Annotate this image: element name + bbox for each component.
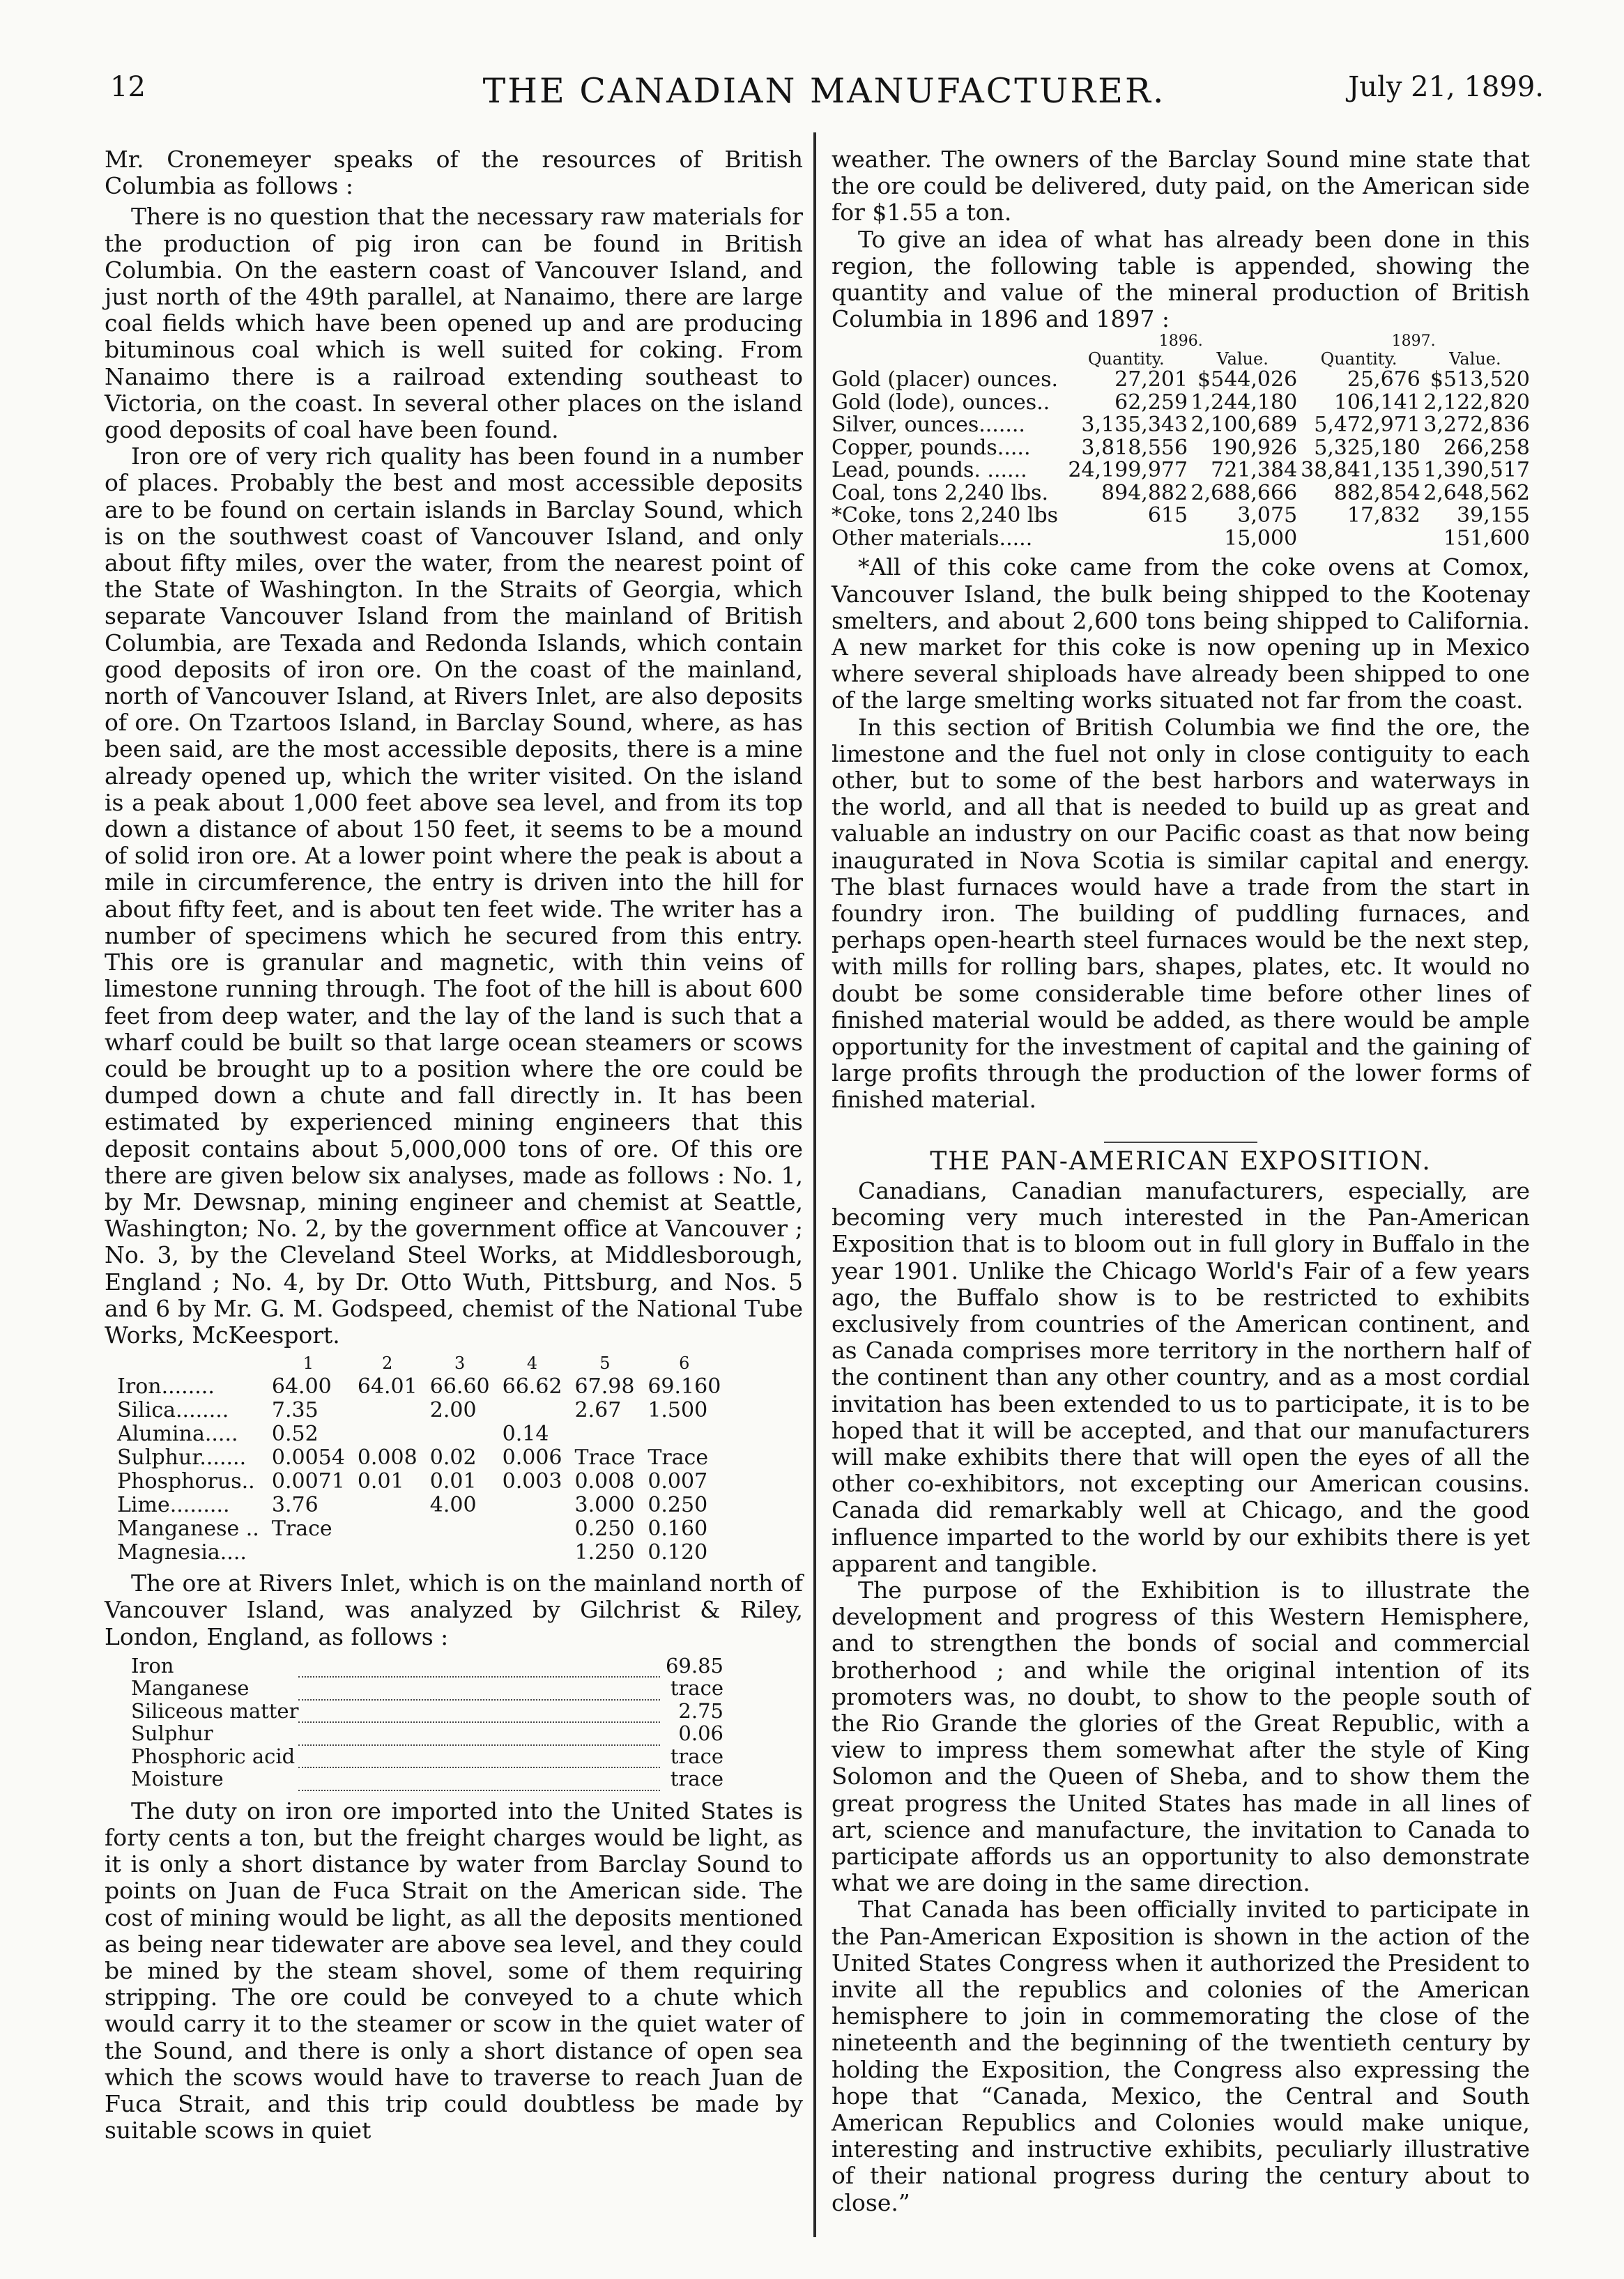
table-cell: 266,258 [1443, 435, 1530, 460]
table-header-cell: 6 [679, 1353, 690, 1374]
table-cell: 2.00 [429, 1398, 477, 1423]
table-cell: 0.01 [357, 1469, 404, 1494]
table-cell [358, 1494, 430, 1517]
paragraph: The duty on iron ore imported into the United States is forty cents a ton, but the freight charges would be light, as it is only a short distance by water from Barclay Sound to points on Juan de Fuca Strait on the American side. The cost of mining would be light, as all the deposits mentioned as being near tidewater are above sea level, and they could be mined by the steam shovel, some of them requiring stripping. The ore could be conveyed to a chute which would carry it to the steamer or scow in the quiet water of the Sound, and there is only a short distance of open sea which the scows would have to traverse to reach Juan de Fuca Strait, and this trip could doubtless be made by suitable scows in quiet [105, 1797, 803, 2144]
table-cell: 894,882 [1101, 480, 1188, 505]
table-cell: 0.14 [502, 1422, 549, 1447]
table-year-row [832, 334, 1530, 349]
table-cell [1297, 528, 1420, 551]
mineral-production-table [832, 334, 1530, 550]
ore-analysis-table [117, 1351, 733, 1565]
table-cell: Siliceous matter [131, 1698, 299, 1723]
table-cell [430, 1517, 503, 1541]
table-cell: 2,122,820 [1423, 390, 1530, 415]
paragraph: weather. The owners of the Barclay Sound mine state that the ore could be delivered, duty paid, on the American side for $1.55 a ton. [832, 146, 1530, 227]
table-cell [575, 1422, 648, 1446]
table-cell [503, 1399, 575, 1422]
table-cell [832, 334, 1064, 349]
table-cell: 0.01 [429, 1469, 477, 1494]
table-cell: 0.120 [648, 1540, 708, 1565]
dot-leader [298, 1655, 660, 1678]
table-cell: 0.007 [648, 1469, 708, 1494]
rivers-inlet-analysis [131, 1655, 723, 1791]
table-cell: Moisture [131, 1767, 224, 1791]
table-cell: Trace [648, 1445, 709, 1471]
table-cell: 3,135,343 [1081, 413, 1188, 438]
table-cell: 0.0071 [271, 1469, 345, 1494]
dot-leader [298, 1677, 660, 1700]
paragraph: In this section of British Columbia we find the ore, the limestone and the fuel not only in close contiguity to each other, but to some of the best harbors and waterways in the world, and all that is needed to build up as great and valuable an industry on our Pacific coast as that now being inaugurated in Nova Scotia is similar capital and energy. The blast furnaces would have a trade from the start in foundry iron. The building of puddling furnaces, and perhaps open-hearth steel furnaces would be the next step, with mills for rolling bars, shapes, plates, etc. It would no doubt be some considerable time before other lines of finished material would be added, as there would be ample opportunity for the investment of capital and the gaining of large profits through the production of the lower forms of finished material. [832, 713, 1530, 1114]
table-cell: Manganese [131, 1676, 250, 1701]
table-cell: 66.62 [502, 1374, 562, 1399]
table-cell: Sulphur....... [117, 1445, 247, 1471]
table-cell: 7.35 [271, 1398, 319, 1423]
table-cell [430, 1541, 503, 1565]
table-row [117, 1422, 733, 1446]
table-cell: 0.008 [574, 1469, 635, 1494]
dot-leader [298, 1722, 660, 1745]
table-row [117, 1541, 733, 1565]
table-cell: 2.75 [678, 1698, 723, 1723]
table-cell: 5,325,180 [1314, 435, 1420, 460]
table-cell: 64.01 [357, 1374, 418, 1399]
table-row [131, 1677, 723, 1700]
table-cell: Trace [574, 1445, 636, 1471]
table-cell: 5,472,971 [1314, 413, 1420, 438]
paragraph: Canadians, Canadian manufacturers, especially, are becoming very much interested in the Pan-American Exposition that is to bloom out in full glory in Buffalo in the year 1901. Unlike the Chicago World's Fair of a few years ago, the Buffalo show is to be restricted to exhibits exclusively from countries of the American continent, and as Canada comprises more territory in the northern half of the continent than any other country, and as a most cordial invitation has been extended to us to participate, it is to be hoped that it will be accepted, and that our manufacturers will make exhibits there that will open the eyes of all the other co-exhibitors, not excepting our American cousins. Canada did remarkably well at Chicago, and the good influence imparted to the world by our exhibits there is yet apparent and tangible. [832, 1176, 1530, 1577]
table-cell: Silver, ounces....... [832, 413, 1025, 438]
paragraph: The purpose of the Exhibition is to illustrate the development and progress of this Western Hemisphere, and to strengthen the bonds of social and commercial brotherhood ; and while the original intention of its promoters was, no doubt, to show to the people south of the Rio Grande the glories of the Great Republic, with a view to impress them somewhat after the style of King Solomon and the Queen of Sheba, and to show them the great progress the United States has made in all lines of art, science and manufacture, the invitation to Canada to participate affords us an opportunity to also demonstrate what we are doing in the same direction. [832, 1576, 1530, 1897]
table-row [832, 392, 1530, 415]
table-row [117, 1470, 733, 1494]
table-row [117, 1399, 733, 1422]
table-cell: Lime......... [117, 1493, 230, 1518]
table-header-row [117, 1351, 733, 1375]
table-cell [648, 1422, 733, 1446]
table-cell: Trace [271, 1517, 332, 1542]
table-cell [1064, 528, 1188, 551]
paragraph: Iron ore of very rich quality has been found in a number of places. Probably the best and most accessible deposits are to be found on certain islands in Barclay Sound, which is on the southwest coast of Vancouver Island, and only about fifty miles, over the water, from the nearest point of the State of Washington. In the Straits of Georgia, which separate Vancouver Island from the mainland of British Columbia, are Texada and Redonda Islands, which contain good deposits of iron ore. On the coast of the mainland, north of Vancouver Island, at Rivers Inlet, are also deposits of ore. On Tzartoos Island, in Barclay Sound, where, as has been said, are the most accessible deposits, there is a mine already opened up, which the writer visited. On the island is a peak about 1,000 feet above sea level, and from its top down a distance of about 150 feet, it seems to be a mound of solid iron ore. At a lower point where the peak is about a mile in circumference, the entry is driven into the hill for about fifty feet, and is about ten feet wide. The writer has a number of specimens which he secured from this entry. This ore is granular and magnetic, with thin veins of limestone running through. The foot of the hill is about 600 feet from deep water, and the lay of the land is such that a wharf could be built so that large ocean steamers or scows could be brought up to a position where the ore could be dumped down a chute and fall directly in. It has been estimated by experienced mining engineers that this deposit contains about 5,000,000 tons of ore. Of this ore there are given below six analyses, made as follows : No. 1, by Mr. Dewsnap, mining engineer and chemist at Seattle, Washington; No. 2, by the government office at Vancouver ; No. 3, by the Cleveland Steel Works, at Middlesborough, England ; No. 4, by Dr. Otto Wuth, Pittsburg, and Nos. 5 and 6 by Mr. G. M. Godspeed, chemist of the National Tube Works, McKeesport. [105, 443, 803, 1349]
table-cell: 882,854 [1333, 480, 1420, 505]
table-cell: Silica........ [117, 1398, 229, 1423]
table-cell: 1,390,517 [1423, 458, 1530, 483]
table-row [832, 482, 1530, 505]
table-row [832, 459, 1530, 482]
right-column [832, 146, 1530, 2216]
table-cell: Magnesia.... [117, 1540, 247, 1565]
table-cell: Other materials..... [832, 525, 1033, 551]
table-cell [503, 1517, 575, 1541]
issue-date: July 21, 1899. [1348, 71, 1544, 103]
table-cell: 3,818,556 [1081, 435, 1188, 460]
table-cell: 64.00 [271, 1374, 332, 1399]
table-cell: 0.008 [357, 1445, 418, 1471]
table-row [131, 1700, 723, 1723]
table-cell: $544,026 [1197, 367, 1298, 392]
table-cell: Lead, pounds. ...... [832, 458, 1027, 483]
table-cell: 106,141 [1333, 390, 1420, 415]
table-cell [358, 1422, 430, 1446]
table-header-cell: Quantity. [1320, 349, 1397, 369]
table-cell: 69.160 [648, 1374, 721, 1399]
table-cell [503, 1541, 575, 1565]
table-cell: 4.00 [429, 1493, 477, 1518]
table-cell: 0.0054 [271, 1445, 345, 1471]
table-header-cell: 5 [599, 1353, 611, 1374]
table-cell: 0.06 [678, 1721, 723, 1746]
table-cell: trace [670, 1744, 723, 1768]
table-cell: Alumina..... [117, 1422, 238, 1447]
table-cell: Gold (lode), ounces.. [832, 390, 1050, 415]
table-row [131, 1745, 723, 1768]
table-header-cell: Value. [1449, 349, 1501, 369]
table-row [117, 1446, 733, 1470]
table-cell [503, 1494, 575, 1517]
table-cell: 2.67 [574, 1398, 622, 1423]
table-cell: 66.60 [429, 1374, 490, 1399]
table-cell [430, 1422, 503, 1446]
table-header-row [832, 349, 1530, 369]
section-rule [1104, 1142, 1257, 1143]
table-cell: 15,000 [1224, 525, 1298, 551]
page-header [105, 67, 1544, 117]
table-cell: 27,201 [1114, 367, 1188, 392]
table-row [131, 1655, 723, 1678]
table-row [832, 505, 1530, 528]
table-header-cell: 3 [454, 1353, 466, 1374]
journal-title: THE CANADIAN MANUFACTURER. [482, 71, 1166, 111]
table-cell: $513,520 [1430, 367, 1530, 392]
table-cell: 69.85 [665, 1653, 723, 1678]
table-cell: 3,272,836 [1423, 413, 1530, 438]
column-divider [813, 132, 816, 2237]
left-column [105, 146, 803, 2144]
table-cell: Copper, pounds..... [832, 435, 1031, 460]
table-cell: 1.500 [648, 1398, 708, 1423]
table-cell [358, 1541, 430, 1565]
table-cell: 0.52 [271, 1422, 319, 1447]
paragraph: Mr. Cronemeyer speaks of the resources of British Columbia as follows : [105, 146, 803, 200]
table-cell: 3.000 [574, 1493, 635, 1518]
table-cell: 62,259 [1114, 390, 1188, 415]
table-cell: 2,648,562 [1423, 480, 1530, 505]
table-cell [272, 1541, 358, 1565]
table-cell: 3.76 [271, 1493, 319, 1518]
table-cell: 151,600 [1443, 525, 1530, 551]
table-cell: 0.160 [648, 1517, 708, 1542]
table-cell: 721,384 [1211, 458, 1298, 483]
table-cell: 0.006 [502, 1445, 562, 1471]
table-cell: 39,155 [1457, 503, 1530, 528]
table-cell: 2,100,689 [1190, 413, 1298, 438]
table-cell: 3,075 [1237, 503, 1298, 528]
table-row [832, 437, 1530, 460]
table-cell: Sulphur [131, 1721, 213, 1746]
table-row [832, 528, 1530, 551]
paragraph: That Canada has been officially invited to participate in the Pan-American Exposition is shown in the action of the United States Congress when it authorized the President to invite all the republics and colonies of the American hemisphere to join in commemorating the close of the nineteenth and the beginning of the twentieth century by holding the Exposition, the Congress also expressing the hope that “Canada, Mexico, the Central and South American Republics and Colonies would make unique, interesting and instructive exhibits, peculiarly illustrative of their national progress during the century about to close.” [832, 1896, 1530, 2216]
table-row [131, 1722, 723, 1745]
table-row [131, 1767, 723, 1790]
table-header-cell: 1 [302, 1353, 314, 1374]
table-cell: Iron........ [117, 1374, 215, 1399]
table-cell: Phosphoric acid [131, 1744, 296, 1768]
table-cell: Coal, tons 2,240 lbs. [832, 480, 1049, 505]
table-cell: 17,832 [1347, 503, 1420, 528]
table-cell: Iron [131, 1653, 174, 1678]
table-cell [832, 349, 1064, 369]
paragraph: The ore at Rivers Inlet, which is on the mainland north of Vancouver Island, was analyzed by Gilchrist & Riley, London, England, as follows : [105, 1570, 803, 1650]
table-cell [358, 1399, 430, 1422]
table-header-cell: 4 [526, 1353, 538, 1374]
table-cell: 0.250 [574, 1517, 635, 1542]
table-cell: Manganese .. [117, 1517, 259, 1542]
table-cell: 24,199,977 [1068, 458, 1188, 483]
table-cell: Phosphorus.. [117, 1469, 255, 1494]
table-cell: trace [670, 1767, 723, 1791]
table-row [832, 369, 1530, 392]
table-cell: 67.98 [574, 1374, 635, 1399]
table-cell: 0.02 [429, 1445, 477, 1471]
table-row [117, 1375, 733, 1399]
paragraph: There is no question that the necessary raw materials for the production of pig iron can be found in British Columbia. On the eastern coast of Vancouver Island, and just north of the 49th parallel, at Nanaimo, there are large coal fields which have been opened up and are producing bituminous coal which is well suited for coking. From Nanaimo there is a railroad extending southeast to Victoria, on the coast. In several other places on the island good deposits of coal have been found. [105, 203, 803, 444]
table-cell [358, 1517, 430, 1541]
table-cell: 190,926 [1211, 435, 1298, 460]
table-cell: *Coke, tons 2,240 lbs [832, 503, 1059, 528]
table-row [117, 1494, 733, 1517]
table-cell: 0.003 [502, 1469, 562, 1494]
table-cell: 38,841,135 [1301, 458, 1420, 483]
table-cell: 615 [1147, 503, 1188, 528]
table-cell: 2,688,666 [1190, 480, 1298, 505]
dot-leader [298, 1700, 660, 1723]
table-row [117, 1517, 733, 1541]
table-header-cell: Value. [1216, 349, 1269, 369]
dot-leader [298, 1745, 660, 1768]
table-cell: 0.250 [648, 1493, 708, 1518]
table-header-cell: 2 [382, 1353, 393, 1374]
table-row [832, 414, 1530, 437]
paragraph: *All of this coke came from the coke ovens at Comox, Vancouver Island, the bulk being shipped to the Kootenay smelters, and about 2,600 tons being shipped to California. A new market for this coke is now opening up in Mexico where several shiploads have already been shipped to one of the large smelting works situated not far from the coast. [832, 553, 1530, 714]
year-heading: 1897. [1391, 332, 1436, 351]
table-cell: 1.250 [574, 1540, 635, 1565]
table-header-cell [117, 1351, 272, 1375]
page-number: 12 [110, 71, 146, 103]
table-cell: trace [670, 1676, 723, 1701]
dot-leader [298, 1767, 660, 1790]
paragraph: To give an idea of what has already been done in this region, the following table is appended, showing the quantity and value of the mineral production of British Columbia in 1896 and 1897 : [832, 225, 1530, 333]
section-title: THE PAN-AMERICAN EXPOSITION. [930, 1146, 1432, 1176]
table-cell: 1,244,180 [1190, 390, 1298, 415]
table-cell: 25,676 [1347, 367, 1420, 392]
table-cell: Gold (placer) ounces. [832, 367, 1059, 392]
year-heading: 1896. [1158, 332, 1203, 351]
table-header-cell: Quantity. [1087, 349, 1165, 369]
